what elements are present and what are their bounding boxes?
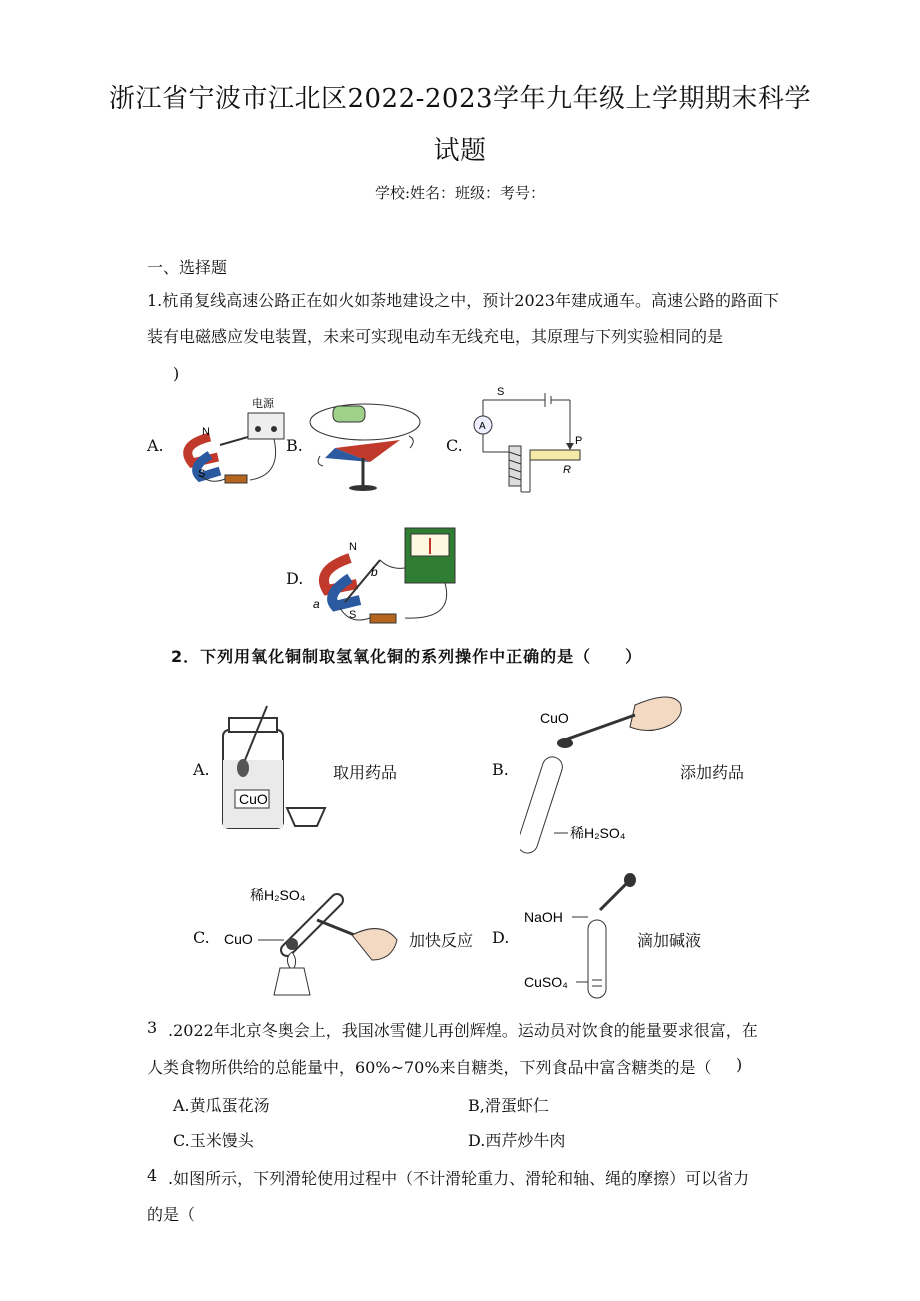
q2-caption-d: 滴加碱液: [637, 931, 702, 950]
q2-c-label-top: 稀H₂SO₄: [250, 887, 306, 903]
q1-a-n-label: N: [202, 426, 210, 438]
q2-a-label: CuO: [239, 791, 268, 807]
q1-c-switch-label: S: [497, 386, 505, 398]
q2-stem: 2．下列用氧化铜制取氢氧化铜的系列操作中正确的是（ ）: [171, 647, 643, 666]
q1-d-s-label: S: [349, 609, 357, 621]
q1-c-p-label: P: [575, 435, 583, 447]
q1-option-a: A.: [147, 436, 164, 455]
q2-option-c: C.: [193, 928, 210, 947]
page-title: 浙江省宁波市江北区2022-2023学年九年级上学期期末科学: [108, 84, 812, 114]
q2-option-d: D.: [492, 928, 510, 947]
q1-c-ammeter-label: A: [479, 421, 486, 432]
q1-d-a-label: a: [313, 597, 320, 611]
q3-line2-end: ): [736, 1055, 743, 1074]
q1-figure-d: [305, 520, 465, 630]
q2-b-label-top: CuO: [540, 710, 569, 726]
q1-c-r-label: R: [563, 464, 571, 476]
q2-d-label-bottom: CuSO₄: [524, 974, 568, 990]
q4-line1: .如图所示，下列滑轮使用过程中（不计滑轮重力、滑轮和轴、绳的摩擦）可以省力: [168, 1169, 750, 1188]
q1-d-n-label: N: [349, 541, 357, 553]
q3-option-c: C.玉米馒头: [173, 1131, 254, 1150]
q2-b-label-bottom: 稀H₂SO₄: [570, 825, 626, 841]
q1-option-c: C.: [446, 436, 463, 455]
q2-c-label-left: CuO: [224, 931, 253, 947]
q1-figure-c: [465, 380, 595, 505]
q3-line1: .2022年北京冬奥会上，我国冰雪健儿再创辉煌。运动员对饮食的能量要求很富，在: [168, 1021, 758, 1040]
q3-line2: 人类食物所供给的总能量中，60%~70%来自糖类，下列食品中富含糖类的是（: [147, 1058, 712, 1077]
q2-figure-d: [520, 870, 650, 1005]
q1-option-b: B.: [286, 436, 303, 455]
q2-caption-c: 加快反应: [409, 931, 474, 950]
q2-caption-b: 添加药品: [680, 763, 745, 782]
q2-figure-b: [520, 685, 695, 860]
section-heading: 一、选择题: [147, 258, 228, 277]
q2-figure-c: [222, 880, 412, 1000]
q2-option-b: B.: [492, 760, 509, 779]
q4-number: 4: [147, 1166, 158, 1185]
q1-line2: 装有电磁感应发电装置，未来可实现电动车无线充电，其原理与下列实验相同的是: [147, 327, 724, 346]
q2-caption-a: 取用药品: [333, 763, 398, 782]
q1-figure-a: [170, 385, 290, 495]
q3-number: 3: [147, 1018, 158, 1037]
q2-option-a: A.: [193, 760, 210, 779]
q3-option-d: D.西芹炒牛肉: [468, 1131, 566, 1150]
page-title-line2: 试题: [433, 136, 487, 166]
q1-option-d: D.: [286, 569, 304, 588]
q3-option-b: B,滑蛋虾仁: [468, 1096, 549, 1115]
q4-line2: 的是（: [147, 1205, 196, 1224]
q1-line3: ): [173, 364, 180, 383]
student-info: 学校:姓名：班级：考号：: [374, 184, 546, 202]
q1-a-s-label: S: [198, 468, 206, 480]
q3-option-a: A.黄瓜蛋花汤: [173, 1096, 270, 1115]
q2-figure-a: [215, 700, 330, 835]
q2-d-label-top: NaOH: [524, 909, 563, 925]
q1-d-b-label: b: [371, 565, 378, 579]
q1-figure-b: [305, 392, 435, 497]
q1-a-power-label: 电源: [252, 398, 274, 410]
q1-line1: 1.杭甬复线高速公路正在如火如荼地建设之中，预计2023年建成通车。高速公路的路面下: [147, 291, 779, 310]
